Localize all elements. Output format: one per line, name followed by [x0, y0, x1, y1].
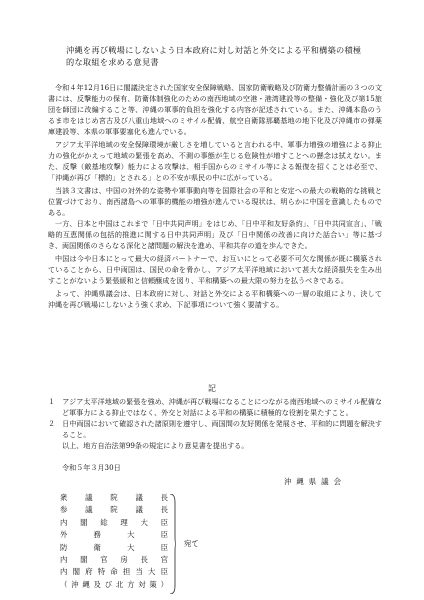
- paragraph: アジア太平洋地域の安全保障環境が厳しさを増していると言われる中、軍事力増強の増強による抑止力の強化がかえって地域の緊張を高め、不測の事態が生じる危険性が増すことへの懸念は拭えない。また、反撃（敵基地攻撃）能力による攻撃は、相手国からのミサイル等による報復を招くことは必至で、「沖縄が再び「標的」とされる」との不安が県民の中に広がっている。: [48, 140, 382, 182]
- request-item: ２ 日中両国において確認された諸原則を遵守し、両国間の友好関係を発展させ、平和的に問題を解決すること。: [48, 419, 382, 439]
- paragraph: よって、沖縄県議会は、日本政府に対し、対話と外交による平和構築への一層の取組により、決して沖縄を再び戦場にしないよう強く求め、下記事項について強く要請する。: [48, 289, 382, 309]
- recipient: （沖縄及び北方対策）: [60, 579, 168, 589]
- recipient: 参議院議長: [60, 505, 168, 515]
- document-body: [48, 82, 382, 310]
- recipient: 外務大臣: [60, 530, 168, 540]
- recipient: 防衛大臣: [60, 542, 168, 552]
- brace-icon: [170, 494, 176, 594]
- paragraph: 中国は今や日本にとって最大の経済パートナーで、お互いにとって必要不可欠な関係が既に構築されていることから、日中両国は、国民の命を脅かし、アジア太平洋地域において甚大な経済損失を生み出すことがないよう緊張緩和と信頼醸成を図り、平和構築への最大限の努力を払うべきである。: [48, 254, 382, 285]
- document-title: 沖縄を再び戦場にしないよう日本政府に対し対話と外交による平和構築の積極的な取組を求める意見書: [66, 45, 362, 67]
- recipient-list: [60, 492, 168, 591]
- recipient: 内閣総理大臣: [60, 517, 168, 527]
- ki-heading: 記: [208, 384, 216, 393]
- document-date: 令和５年３月30日: [62, 463, 121, 472]
- request-items: [48, 396, 382, 451]
- request-item: １ アジア太平洋地域の緊張を強め、沖縄が再び戦場になることにつながる南西地域へのミサイル配備など軍事力による抑止ではなく、外交と対話による平和の構築に積極的な役割を果たすこと。: [48, 397, 382, 417]
- recipient: 内閣府特命担当大臣: [60, 567, 168, 577]
- paragraph: 令和４年12月16日に閣議決定された国家安全保障戦略、国家防衛戦略及び防衛力整備計画の３つの文書には、反撃能力の保有、防衛体制強化のための南西地域の空港・港湾建設等の整備・強化及び第15旅団を師団に改編すること等、沖縄の軍事的負担を強化する内容が記述されている。また、沖縄本島のうるま市をはじめ宮古及び八重山地域へのミサイル配備、航空自衛隊那覇基地の地下化及び沖縄市の弾薬庫建設等、本県の軍事要塞化も進んでいる。: [48, 83, 382, 136]
- paragraph: 当該３文書は、中国の対外的な姿勢や軍事動向等を国際社会の平和と安定への最大の戦略的な挑戦と位置づけており、南西諸島への軍事的機能の増強が進んでいる現状は、明らかに中国を意識したものである。: [48, 186, 382, 217]
- sender-name: 沖縄県議会: [284, 477, 346, 486]
- paragraph: 一方、日本と中国はこれまで「日中共同声明」をはじめ、「日中平和友好条約」、「日中共同宣言」、「戦略的互恵関係の包括的推進に関する日中共同声明」及び「日中関係の改善に向けた話合い」等に基づき、両国関係のさらなる深化と諸問題の解決を進め、平和共存の道を歩んできた。: [48, 219, 382, 250]
- recipient: 衆議院議長: [60, 493, 168, 502]
- recipient: 内閣官房長官: [60, 554, 168, 564]
- addressee-suffix: 宛て: [184, 539, 199, 548]
- closing-statement: 以上、地方自治法第99条の規定により意見書を提出する。: [62, 441, 249, 450]
